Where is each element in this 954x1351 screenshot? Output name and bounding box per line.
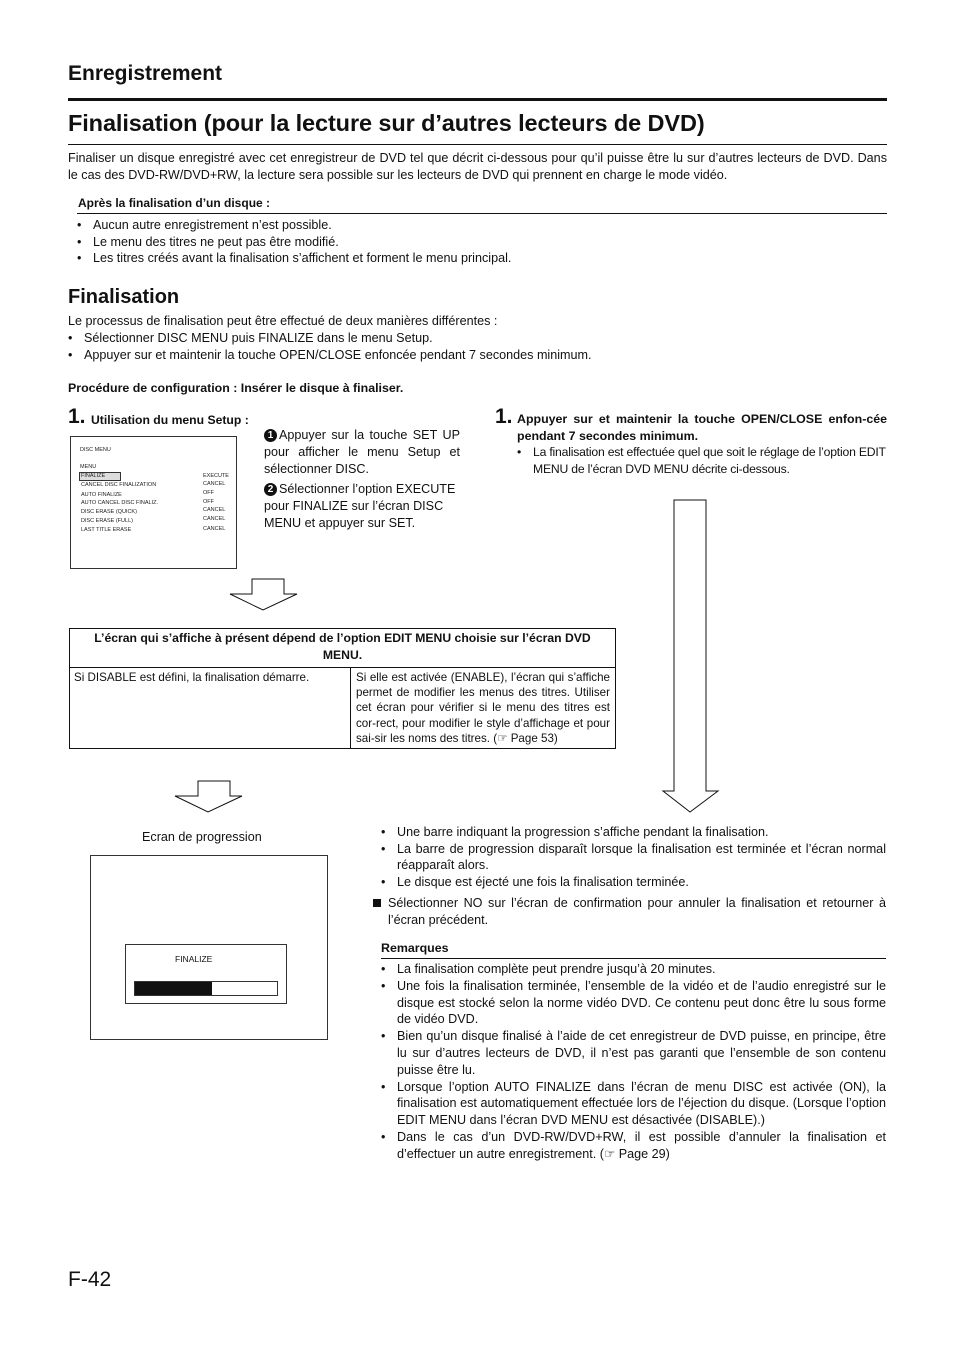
list-item: • Appuyer sur et maintenir la touche OPEN/CLOSE enfoncée pendant 7 secondes minimum.	[68, 347, 887, 364]
list-item: • Une fois la finalisation terminée, l’ensemble de la vidéo et de l’audio enregistré sur le disque est stocké selon la norme vidéo DVD. Ce contenu peut donc être lu sous forme de vidéo DVD.	[381, 978, 886, 1028]
menu-row-value: OFF	[203, 490, 214, 496]
page-number: F-42	[68, 1268, 112, 1291]
intro-paragraph: Finaliser un disque enregistré avec cet enregistreur de DVD tel que décrit ci-dessous pour qu’il puisse être lu sur d’autres lecteurs de DVD. Dans le cas des DVD-RW/DVD+RW, la lecture sera possible sur les lecteurs de DVD qui prennent en charge le mode vidéo.	[68, 151, 887, 182]
progress-bar	[134, 981, 278, 996]
step-left-sub2	[264, 481, 462, 532]
step-left-sub1	[264, 427, 460, 478]
step-left-number: 1.	[68, 405, 86, 428]
menu-row-label: LAST TITLE ERASE	[81, 527, 132, 533]
menu-row-value: CANCEL	[203, 507, 226, 513]
list-item: • Une barre indiquant la progression s’affiche pendant la finalisation.	[381, 824, 886, 841]
menu-row-label: CANCEL DISC FINALIZATION	[81, 482, 157, 488]
down-arrow-icon	[228, 578, 300, 612]
list-item: • Dans le cas d’un DVD-RW/DVD+RW, il est possible d’annuler la finalisation et d’effectuer un autre enregistrement. (☞ Page 29)	[381, 1129, 886, 1163]
down-arrow-icon	[172, 780, 244, 814]
circled-two-icon: 2	[264, 483, 277, 496]
list-item: • Aucun autre enregistrement n’est possible.	[77, 217, 887, 234]
disc-menu-title: DISC MENU	[80, 447, 111, 453]
edit-table-enable: Si elle est activée (ENABLE), l’écran qui s’affiche permet de modifier les menus des titres. Utiliser cet écran pour vérifier si le menu des titres est cor-rect, pour modifier le style d’affichage et pour sai-sir les noms des titres. (☞ Page 53)	[351, 668, 616, 749]
edit-table-header: L’écran qui s’affiche à présent dépend de l’option EDIT MENU choisie sur l’écran DVD MENU.	[70, 629, 616, 668]
menu-row-label: DISC ERASE (FULL)	[81, 518, 133, 524]
list-item: • Le disque est éjecté une fois la finalisation terminée.	[381, 874, 886, 891]
menu-row-value: EXECUTE	[203, 473, 229, 479]
step-left-title: Utilisation du menu Setup :	[91, 413, 249, 427]
finalisation-methods-list	[68, 330, 887, 363]
step-left-sub1-text: Appuyer sur la touche SET UP pour afficher le menu Setup et sélectionner DISC.	[264, 428, 460, 476]
square-bullet-icon	[373, 899, 381, 907]
list-item: • La finalisation est effectuée quel que soit le réglage de l’option EDIT MENU de l’écran DVD MENU décrite ci-dessous.	[517, 444, 887, 477]
progress-label: FINALIZE	[175, 954, 213, 964]
list-item: • Sélectionner DISC MENU puis FINALIZE dans le menu Setup.	[68, 330, 887, 347]
long-down-arrow-icon	[660, 499, 722, 815]
menu-row-value: CANCEL	[203, 526, 226, 532]
remarks-rule	[381, 958, 886, 959]
progress-caption: Ecran de progression	[142, 830, 262, 844]
progress-fill	[135, 982, 212, 995]
list-item: • La finalisation complète peut prendre jusqu’à 20 minutes.	[381, 961, 886, 978]
cancel-note	[388, 895, 886, 929]
step-right-title: Appuyer sur et maintenir la touche OPEN/CLOSE enfon-cée pendant 7 secondes minimum.	[517, 412, 887, 443]
menu-row-label: AUTO FINALIZE	[81, 492, 122, 498]
edit-menu-table	[69, 628, 616, 749]
procedure-heading: Procédure de configuration : Insérer le disque à finaliser.	[68, 381, 404, 395]
list-item: • Bien qu’un disque finalisé à l’aide de cet enregistreur de DVD puisse, en principe, être lu sur d’autres lecteurs de DVD, il n’est pas garanti que l’ensemble de son contenu puisse être lu.	[381, 1028, 886, 1078]
step-right-list	[517, 444, 887, 477]
title-rule	[68, 144, 887, 145]
list-item: • Le menu des titres ne peut pas être modifié.	[77, 234, 887, 251]
progress-dialog	[125, 944, 287, 1004]
header-rule	[68, 98, 887, 101]
list-item: • Les titres créés avant la finalisation s’affichent et forment le menu principal.	[77, 250, 887, 267]
step-right-number: 1.	[495, 405, 513, 428]
progress-notes-list	[381, 824, 886, 890]
progress-screen	[90, 855, 328, 1040]
menu-row-value: CANCEL	[203, 481, 226, 487]
remarks-heading: Remarques	[381, 941, 449, 955]
cancel-note-text: Sélectionner NO sur l’écran de confirmation pour annuler la finalisation et retourner à l’écran précédent.	[388, 896, 886, 927]
circled-one-icon: 1	[264, 429, 277, 442]
menu-row-label: AUTO CANCEL DISC FINALIZ.	[81, 500, 159, 506]
list-item: • Lorsque l’option AUTO FINALIZE dans l’écran de menu DISC est activée (ON), la finalisation est automatiquement effectuée lors de l’éjection du disque. (Lorsque l’option EDIT MENU dans l’écran DVD MENU est désactivée (DISABLE).)	[381, 1079, 886, 1129]
after-finalization-heading: Après la finalisation d’un disque :	[78, 196, 271, 210]
after-finalization-list	[77, 217, 887, 267]
list-item: • La barre de progression disparaît lorsque la finalisation est terminée et l’écran normal réapparaît alors.	[381, 841, 886, 874]
remarks-list	[381, 961, 886, 1163]
disc-menu-screen	[70, 436, 237, 569]
finalisation-heading: Finalisation	[68, 286, 180, 308]
finalisation-text: Le processus de finalisation peut être effectué de deux manières différentes :	[68, 314, 498, 328]
edit-table-disable: Si DISABLE est défini, la finalisation démarre.	[70, 668, 351, 749]
section-title: Enregistrement	[68, 62, 223, 85]
after-finalization-rule	[77, 213, 887, 214]
menu-row-label: FINALIZE	[81, 473, 106, 479]
menu-row-label: DISC ERASE (QUICK)	[81, 509, 137, 515]
menu-row-value: OFF	[203, 499, 214, 505]
page-title: Finalisation (pour la lecture sur d’autres lecteurs de DVD)	[68, 110, 705, 136]
disc-menu-label: MENU	[80, 464, 97, 470]
step-left-sub2-text: Sélectionner l’option EXECUTE pour FINALIZE sur l’écran DISC MENU et appuyer sur SET.	[264, 482, 456, 530]
menu-row-value: CANCEL	[203, 516, 226, 522]
